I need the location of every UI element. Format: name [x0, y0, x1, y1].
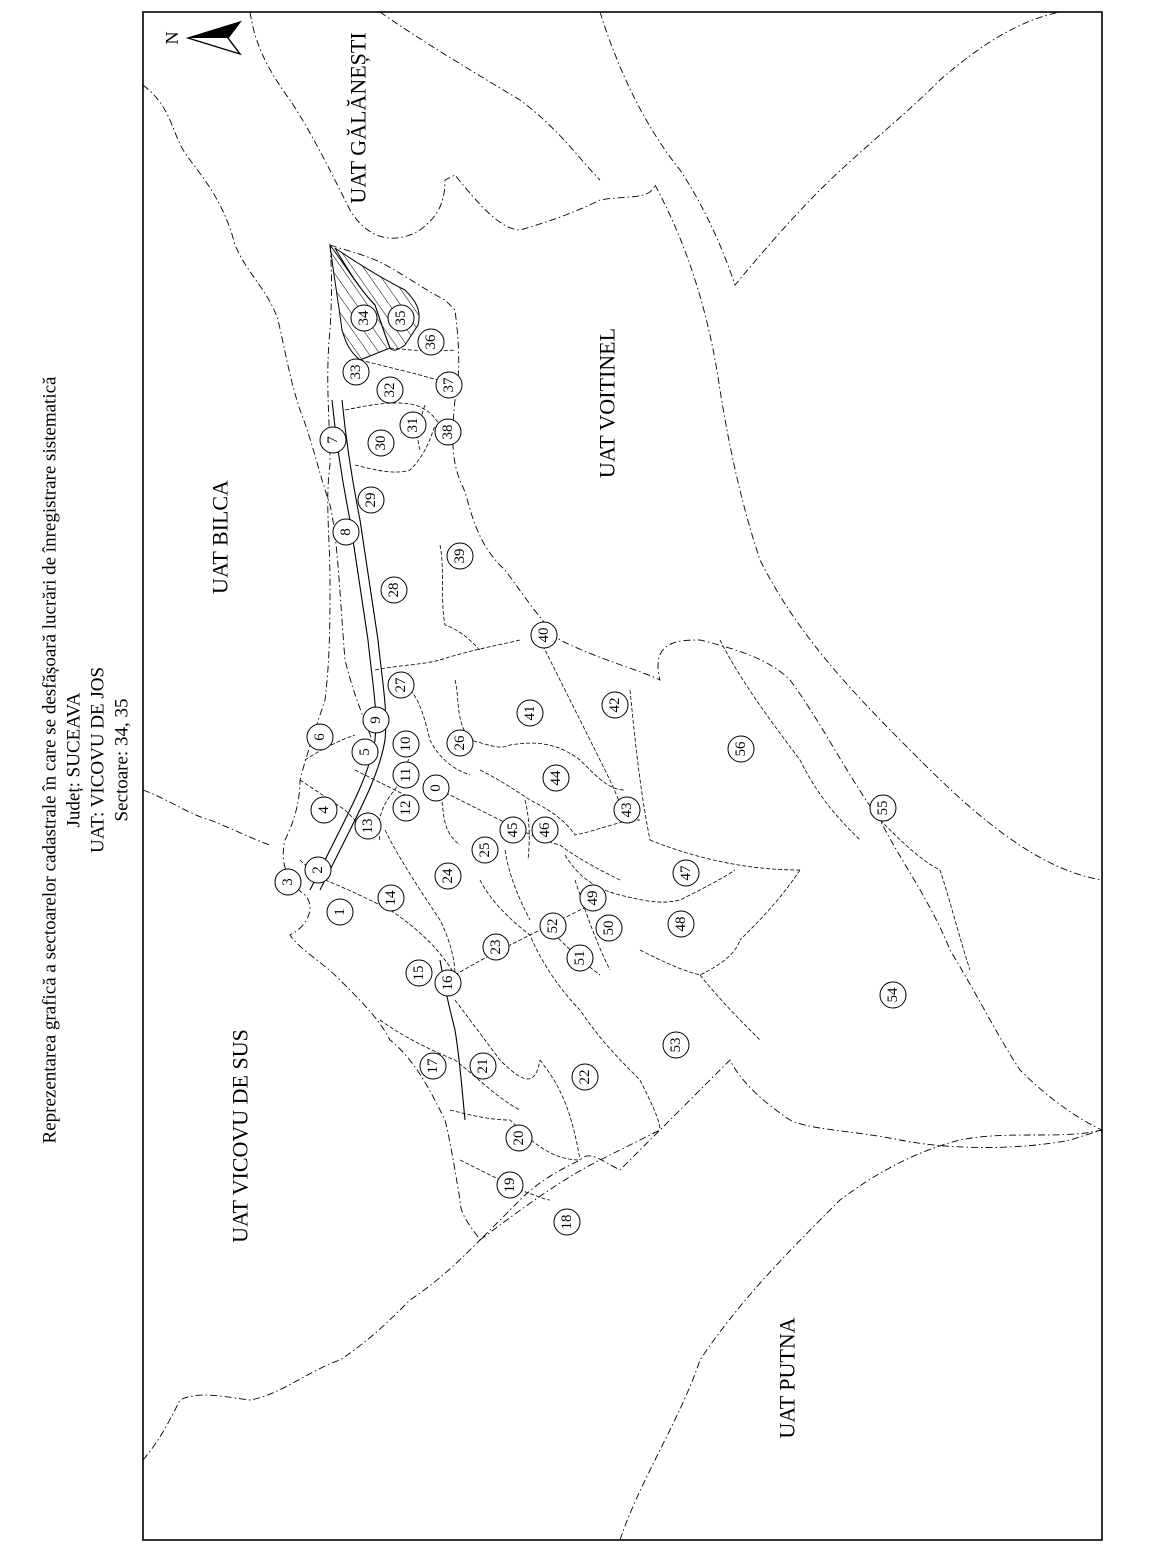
sector-2-label: 2	[310, 866, 326, 874]
sector-20-marker[interactable]	[506, 1125, 532, 1151]
uat-label-bilca: UAT BILCA	[207, 480, 233, 594]
sector-40-marker[interactable]	[531, 622, 557, 648]
sector-46-marker[interactable]	[532, 817, 558, 843]
sector-56-marker[interactable]	[728, 736, 754, 762]
sector-0-marker[interactable]	[423, 775, 449, 801]
sector-31-label: 31	[405, 417, 421, 433]
sector-15-label: 15	[411, 965, 427, 981]
sector-25-marker[interactable]	[472, 837, 498, 863]
uat-label-putna: UAT PUTNA	[774, 1317, 800, 1439]
sector-23-marker[interactable]	[483, 934, 509, 960]
sector-27-label: 27	[393, 677, 409, 693]
sector-56-label: 56	[733, 741, 749, 757]
sector-4-label: 4	[316, 806, 332, 814]
sector-25-label: 25	[477, 842, 493, 858]
sector-27-marker[interactable]	[388, 672, 414, 698]
sector-55-marker[interactable]	[870, 795, 896, 821]
sector-55-label: 55	[875, 800, 891, 816]
sector-30-label: 30	[373, 435, 389, 451]
sector-36-marker[interactable]	[418, 329, 444, 355]
sector-0-label: 0	[428, 784, 444, 792]
sector-1-marker[interactable]	[327, 899, 353, 925]
sector-22-label: 22	[577, 1069, 593, 1085]
sector-15-marker[interactable]	[406, 960, 432, 986]
sector-4-marker[interactable]	[311, 797, 337, 823]
sector-45-label: 45	[505, 822, 521, 838]
sector-47-label: 47	[678, 865, 694, 881]
sector-9-marker[interactable]	[363, 707, 389, 733]
sector-50-label: 50	[601, 920, 617, 936]
sector-11-marker[interactable]	[393, 762, 419, 788]
sector-34-label: 34	[356, 310, 372, 326]
sector-45-marker[interactable]	[500, 817, 526, 843]
sector-49-label: 49	[585, 890, 601, 906]
sector-35-label: 35	[393, 310, 409, 326]
sector-16-marker[interactable]	[435, 970, 461, 996]
sector-46-label: 46	[537, 822, 553, 838]
sector-17-marker[interactable]	[420, 1053, 446, 1079]
sector-10-label: 10	[398, 736, 414, 752]
sector-47-marker[interactable]	[673, 860, 699, 886]
sector-30-marker[interactable]	[368, 430, 394, 456]
uat-boundaries	[143, 12, 1102, 1540]
sector-38-label: 38	[440, 424, 456, 440]
sector-31-marker[interactable]	[400, 412, 426, 438]
sector-8-label: 8	[338, 528, 354, 536]
map-frame	[143, 12, 1102, 1540]
sector-35-marker[interactable]	[388, 305, 414, 331]
sector-33-label: 33	[348, 364, 364, 380]
sector-39-marker[interactable]	[447, 543, 473, 569]
sector-42-marker[interactable]	[602, 692, 628, 718]
title-line-1: Reprezentarea grafică a sectoarelor cadastrale în care se desfășoară lucrări de înregistrare sistematică	[39, 376, 61, 1144]
sector-37-marker[interactable]	[436, 372, 462, 398]
sector-32-marker[interactable]	[377, 377, 403, 403]
sector-50-marker[interactable]	[596, 915, 622, 941]
sector-53-marker[interactable]	[663, 1032, 689, 1058]
sector-21-label: 21	[475, 1058, 491, 1074]
sector-22-marker[interactable]	[572, 1064, 598, 1090]
sector-12-label: 12	[398, 800, 414, 816]
sector-10-marker[interactable]	[393, 731, 419, 757]
sector-1-label: 1	[332, 908, 348, 916]
sector-18-label: 18	[559, 1214, 575, 1230]
sector-44-marker[interactable]	[543, 765, 569, 791]
sector-52-label: 52	[545, 918, 561, 934]
sector-48-marker[interactable]	[668, 911, 694, 937]
uat-label-vicovu-de-sus: UAT VICOVU DE SUS	[227, 1029, 253, 1243]
sector-39-label: 39	[452, 548, 468, 564]
sector-6-label: 6	[312, 733, 328, 741]
sector-5-label: 5	[357, 748, 373, 756]
sector-19-marker[interactable]	[497, 1172, 523, 1198]
sector-7-label: 7	[325, 436, 341, 444]
sector-3-marker[interactable]	[275, 869, 301, 895]
sector-43-label: 43	[619, 802, 635, 818]
sector-32-label: 32	[382, 382, 398, 398]
sector-12-marker[interactable]	[393, 795, 419, 821]
sector-19-label: 19	[502, 1177, 518, 1193]
title-line-sectors: Sectoare: 34, 35	[111, 698, 133, 822]
sector-36-label: 36	[423, 334, 439, 350]
sector-11-label: 11	[398, 767, 414, 783]
sector-9-label: 9	[368, 716, 384, 724]
sector-48-label: 48	[673, 916, 689, 932]
sector-13-marker[interactable]	[355, 813, 381, 839]
sector-44-label: 44	[548, 770, 564, 786]
sector-8-marker[interactable]	[333, 519, 359, 545]
uat-labels	[208, 32, 800, 1438]
sector-49-marker[interactable]	[580, 885, 606, 911]
sector-2-marker[interactable]	[305, 857, 331, 883]
sector-42-label: 42	[607, 697, 623, 713]
sector-33-marker[interactable]	[343, 359, 369, 385]
sector-21-marker[interactable]	[470, 1053, 496, 1079]
sector-38-marker[interactable]	[435, 419, 461, 445]
sector-16-label: 16	[440, 975, 456, 991]
sector-29-marker[interactable]	[358, 487, 384, 513]
sector-3-label: 3	[280, 878, 296, 886]
north-label: N	[162, 31, 182, 45]
sector-29-label: 29	[363, 492, 379, 508]
sector-5-marker[interactable]	[352, 739, 378, 765]
sector-23-label: 23	[488, 939, 504, 955]
sector-41-label: 41	[522, 705, 538, 721]
sector-7-marker[interactable]	[320, 427, 346, 453]
sector-6-marker[interactable]	[307, 724, 333, 750]
sector-43-marker[interactable]	[614, 797, 640, 823]
map-title	[40, 376, 133, 1143]
uat-label-galanesti: UAT GĂLĂNEȘTI	[345, 32, 371, 204]
sector-24-marker[interactable]	[435, 863, 461, 889]
title-line-county: Județ: SUCEAVA	[63, 692, 85, 828]
sector-40-label: 40	[536, 627, 552, 643]
sector-20-label: 20	[511, 1130, 527, 1146]
main-road	[310, 400, 465, 1120]
sector-54-label: 54	[885, 987, 901, 1003]
sector-14-marker[interactable]	[378, 885, 404, 911]
sector-51-label: 51	[572, 950, 588, 966]
north-arrow-icon	[162, 22, 240, 54]
sector-28-label: 28	[386, 582, 402, 598]
title-line-uat: UAT: VICOVU DE JOS	[87, 666, 109, 854]
sector-18-marker[interactable]	[554, 1209, 580, 1235]
sector-34-marker[interactable]	[351, 305, 377, 331]
sector-26-marker[interactable]	[447, 730, 473, 756]
sector-54-marker[interactable]	[880, 982, 906, 1008]
sector-37-label: 37	[441, 377, 457, 393]
sector-53-label: 53	[668, 1037, 684, 1053]
sector-41-marker[interactable]	[517, 700, 543, 726]
sector-17-label: 17	[425, 1058, 441, 1074]
sector-26-label: 26	[452, 735, 468, 751]
uat-label-voitinel: UAT VOITINEL	[594, 327, 620, 479]
sector-28-marker[interactable]	[381, 577, 407, 603]
sector-24-label: 24	[440, 868, 456, 884]
sector-13-label: 13	[360, 818, 376, 834]
sector-52-marker[interactable]	[540, 913, 566, 939]
sector-51-marker[interactable]	[567, 945, 593, 971]
sector-14-label: 14	[383, 890, 399, 906]
